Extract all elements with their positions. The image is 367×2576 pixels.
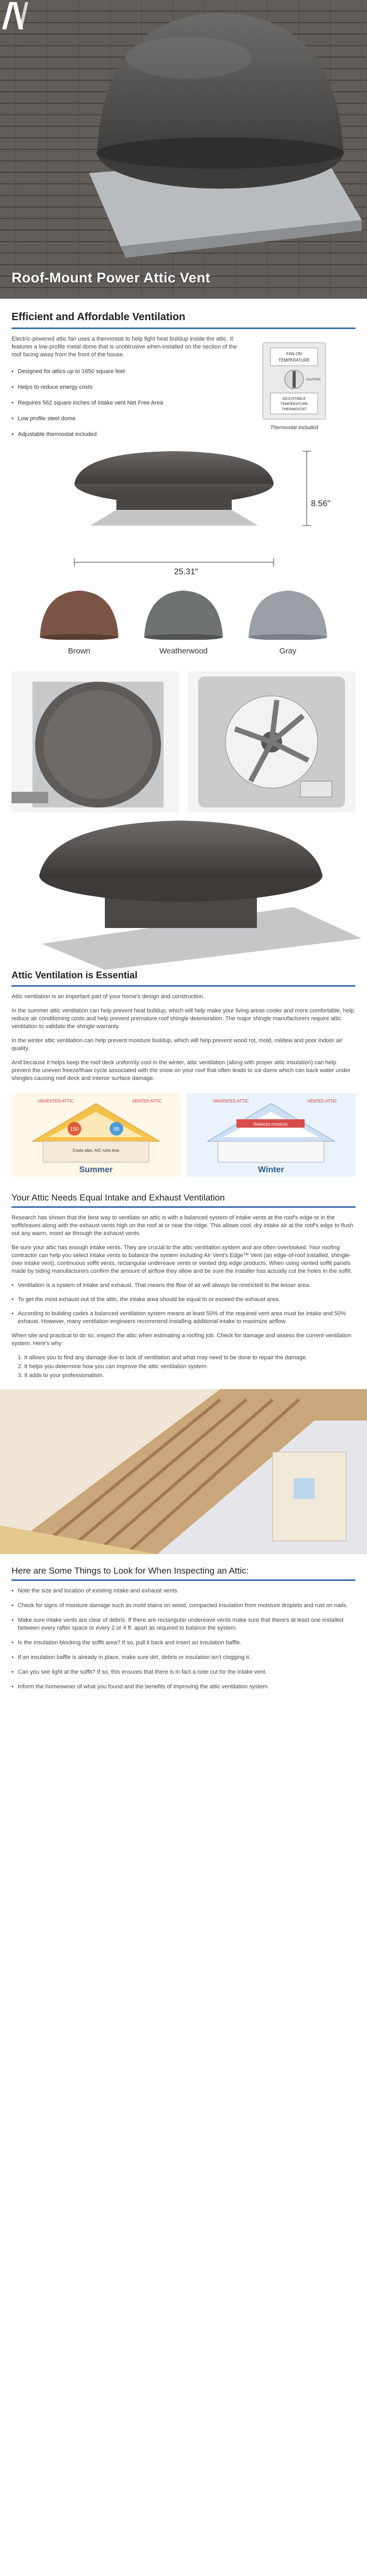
gray-dome-swatch — [243, 587, 332, 640]
summer-diagram — [12, 1093, 180, 1177]
thermostat-figure — [250, 342, 339, 431]
attic-paragraph: In the winter attic ventilation can help prevent moisture buildup, which will help prevent wood rot, mold, mildew and poor indoor air quality. — [12, 1038, 343, 1052]
color-option-weatherwood[interactable] — [139, 587, 228, 656]
thermostat-dial-label: CAUTION — [306, 378, 320, 381]
feature-item: • Helps to reduce energy costs — [12, 384, 237, 391]
winter-note: Reduces moisture — [253, 1122, 288, 1127]
color-option-brown[interactable] — [35, 587, 124, 656]
intake-paragraph: Research has shown that the best way to ventilate an attic is with a balanced system of intake vents at the roof's edge or in the soffit/eaves along with the exhaust vents high on the roof at or near the ridge. This allows cool, dry intake air at the roof's edge to flush out any warm, moist air through the exhaust vents. — [12, 1215, 353, 1237]
inspect-item: • Make sure intake vents are clear of debris. If there are rectangular undereave vents make sure that there's at least one installed between every rafter space or every 2 or 4 ft. apart as required to balance the system. — [12, 1617, 355, 1632]
thermostat-bottom-line3: THERMOSTAT — [282, 408, 307, 411]
winter-vented-label: VENTED ATTIC — [307, 1099, 337, 1104]
hero-banner — [0, 0, 367, 299]
summer-label: Summer — [79, 1165, 113, 1174]
feature-item: • Low profile steel dome — [12, 416, 237, 422]
numbered-item: 1. It allows you to find any damage due to lack of ventilation and what may need to be done to repair the damage. — [18, 1355, 308, 1361]
winter-diagram — [187, 1093, 355, 1177]
heading-rule — [12, 1579, 355, 1581]
thermostat-top-line2: TEMPERATURE — [278, 358, 310, 363]
section-heading: Efficient and Affordable Ventilation — [12, 311, 186, 323]
inspect-item: • Check for signs of moisture damage such as mold stains on wood, compacted insulation from moisture droplets and rust on nails. — [12, 1602, 355, 1610]
hero-title: Roof-Mount Power Attic Vent — [12, 270, 211, 286]
vent-dimension-drawing — [12, 447, 355, 578]
brand-logo-icon — [0, 0, 29, 31]
summer-note: Costs also, A/C runs less — [72, 1148, 120, 1153]
summer-temp-cool: 95 — [113, 1127, 120, 1132]
installed-vent-image — [0, 813, 367, 970]
intro-text: Electric-powered attic fan uses a thermostat to help fight heat buildup inside the attic. It features a low-profile metal dome that is unobtrusive when installed on the section of the roof facing away from the front of the house. — [12, 336, 237, 358]
height-dimension: 8.56" — [311, 499, 330, 508]
winter-label: Winter — [258, 1165, 284, 1174]
summer-vented-label: VENTED ATTIC — [132, 1099, 162, 1104]
summer-temp-hot: 150 — [70, 1127, 79, 1132]
color-label: Gray — [279, 647, 297, 656]
feature-item: • Adjustable thermostat included — [12, 431, 237, 438]
weatherwood-dome-swatch — [139, 587, 228, 640]
product-views — [12, 656, 355, 813]
bottom-view-image — [188, 671, 355, 813]
attic-paragraph: And because it helps keep the roof deck uniformly cool in the winter, attic ventilation (along with proper attic insulation) can help prevent the uneven freeze/thaw cycle associated with the snow on your roof that often leads to ice dams which can back water under shingles causing roof deck and interior surface damage. — [12, 1060, 351, 1082]
intake-closing — [0, 1332, 367, 1348]
color-label: Brown — [68, 647, 91, 656]
intake-bullets — [0, 1282, 367, 1326]
thermostat-icon — [250, 342, 339, 420]
feature-item: • Requires 562 square inches of intake vent Net Free Area — [12, 400, 237, 407]
brown-dome-swatch — [35, 587, 124, 640]
thermostat-bottom-line2: TEMPERATURE — [280, 402, 308, 406]
numbered-item: 3. It adds to your professionalism. — [18, 1372, 104, 1379]
inspect-item: • Inform the homeowner of what you found and the benefits of improving the attic ventilation system. — [12, 1683, 355, 1691]
intake-heading: Your Attic Needs Equal Intake and Exhaust Ventilation — [12, 1193, 225, 1203]
inspect-section — [0, 1566, 367, 1581]
heading-rule — [12, 985, 355, 987]
inspect-item: • Can you see light at the soffit? If so, this ensures that there is in fact a note cut for the intake vent. — [12, 1668, 355, 1676]
intake-bullet: • Ventilation is a system of intake and exhaust. That means the flow of air will always be restricted to the lesser area. — [12, 1282, 355, 1290]
inspect-item: • If an insulation baffle is already in place, make sure dirt, debris or insulation isn't clogging it. — [12, 1654, 355, 1662]
inspect-heading: Here are Some Things to Look for When Inspecting an Attic: — [12, 1566, 249, 1576]
attic-interior-photo — [0, 1389, 367, 1554]
color-option-gray[interactable] — [243, 587, 332, 656]
heading-rule — [12, 328, 355, 329]
color-options — [12, 578, 355, 656]
attic-heading: Attic Ventilation is Essential — [12, 970, 138, 980]
width-dimension: 25.31" — [174, 567, 198, 576]
season-diagrams — [0, 1089, 367, 1177]
intake-closing-text: When site and practical to do so, inspect the attic when estimating a roofing job. Check for damage and assess the current ventilation system. Here's why: — [12, 1333, 352, 1347]
thermostat-caption: Thermostat Included — [270, 425, 318, 431]
hero-photo — [0, 0, 367, 299]
winter-unvented-label: UNVENTED ATTIC — [213, 1099, 249, 1104]
intake-paragraph: Be sure your attic has enough intake vents. They are crucial to the attic ventilation system and are often overlooked. Your roofing contractor can help you select intake vents to balance the system including Air Vent's Edge™ Vent (an edge-of-roof installed, shingle-over intake vent), continuous soffit vents, rectangular undereave vents or vented drip edge products. When using vented soffit panels made by siding manufacturers confirm the amount of airflow they allow and be sure the installer has actually cut the holes in the soffit. — [12, 1245, 352, 1274]
numbered-item: 2. It helps you determine how you can improve the attic ventilation system. — [18, 1363, 208, 1370]
features-section — [0, 299, 367, 813]
intake-section — [0, 1193, 367, 1275]
summer-unvented-label: UNVENTED ATTIC — [38, 1099, 74, 1104]
color-label: Weatherwood — [159, 647, 208, 656]
feature-item: • Designed for attics up to 1650 square feet — [12, 368, 237, 375]
dimension-figure — [12, 447, 355, 578]
numbered-list — [0, 1354, 367, 1380]
intake-bullet: • To get the most exhaust out of the attic, the intake area should be equal to or exceed the exhaust area. — [12, 1296, 355, 1304]
top-view-image — [12, 671, 179, 813]
heading-rule — [12, 1206, 355, 1208]
attic-paragraph: In the summer attic ventilation can help prevent heat buildup, which will help make your living areas cooler and more comfortable, help reduce air conditioning costs and help prevent premature roof shingle deterioration. The major shingle manufacturers require attic ventilation to validate the shingle warranty. — [12, 1008, 354, 1030]
feature-list — [12, 368, 237, 438]
thermostat-top-line1: FAN ON — [286, 352, 302, 356]
attic-paragraph: Attic ventilation is an important part of your home's design and construction. — [12, 994, 205, 1000]
intake-bullet: • According to building codes a balanced ventilation system means at least 50% of the required vent area must be intake and 50% exhaust. However, many ventilation engineers recommend installing additional intake to maximize airflow. — [12, 1310, 355, 1326]
thermostat-bottom-line1: ADJUSTABLE — [282, 397, 306, 401]
inspect-checklist — [0, 1587, 367, 1691]
inspect-item: • Is the insulation blocking the soffit area? If so, pull it back and insert an insulation baffle. — [12, 1639, 355, 1647]
attic-ventilation-section — [0, 970, 367, 1083]
inspect-item: • Note the size and location of existing intake and exhaust vents. — [12, 1587, 355, 1595]
